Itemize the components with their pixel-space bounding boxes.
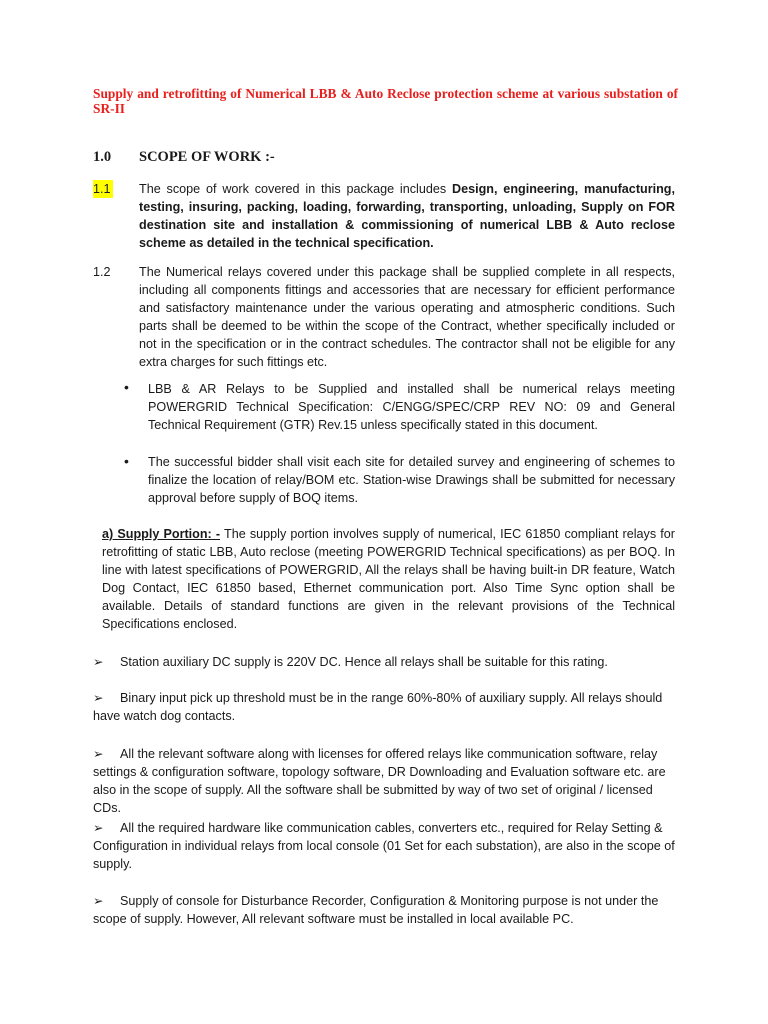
arrow-item-text: All the required hardware like communication cables, converters etc., required for Relay Setting & Configuration in individual relays from local console (01 Set for each substation), are also in the scope of supply. [93,821,675,871]
bullet-icon: • [124,453,129,469]
arrow-list-item [93,892,675,928]
supply-portion-text: The supply portion involves supply of numerical, IEC 61850 compliant relays for retrofitting of static LBB, Auto reclose (meeting POWERGRID Technical specifications) as per BOQ. In line with latest specifications of POWERGRID, All the relays shall be having built-in DR feature, Watch Dog Contact, IEC 61850 based, Ethernet communication port. Also Time Sync option shall be available. Details of standard functions are given in the relevant provisions of the Technical Specifications enclosed. [102,527,675,631]
clause-1-1-bold: Design, engineering, manufacturing, testing, insuring, packing, loading, forwarding, transporting, unloading, Supply on FOR destination site and installation & commissioning of numerical LBB & Auto reclose scheme as detailed in the technical specification. [139,182,675,250]
clause-1-1-intro: The scope of work covered in this package includes [139,182,452,196]
arrow-bullet-icon: ➢ [93,894,104,908]
arrow-bullet-icon: ➢ [93,747,104,761]
arrow-item-text: Binary input pick up threshold must be in the range 60%-80% of auxiliary supply. All relays should have watch dog contacts. [93,691,663,723]
section-heading: SCOPE OF WORK :- [139,149,275,165]
arrow-item-text: Supply of console for Disturbance Recorder, Configuration & Monitoring purpose is not under the scope of supply. However, All relevant software must be installed in local available PC. [93,894,659,926]
bullet-icon: • [124,379,129,395]
document-title: Supply and retrofitting of Numerical LBB & Auto Reclose protection scheme at various substation of SR-II [93,86,678,116]
arrow-item-text: Station auxiliary DC supply is 220V DC. Hence all relays shall be suitable for this rating. [120,655,608,669]
arrow-bullet-icon: ➢ [93,691,104,705]
clause-1-2: The Numerical relays covered under this package shall be supplied complete in all respects, including all components fittings and accessories that are necessary for efficient performance and satisfactory maintenance under the various operating and atmospheric conditions. Such parts shall be deemed to be within the scope of the Contract, whether specifically included or not in the specification or in the contract schedules. The contractor shall not be eligible for any extra charges for such fittings etc. [139,265,675,369]
clause-number-1-2: 1.2 [93,265,111,279]
arrow-list-item [93,653,675,671]
bullet-item: The successful bidder shall visit each site for detailed survey and engineering of schemes to finalize the location of relay/BOM etc. Station-wise Drawings shall be submitted for necessary approval before supply of BOQ items. [148,455,675,505]
supply-portion [102,525,675,633]
arrow-item-text: All the relevant software along with licenses for offered relays like communication software, relay settings & configuration software, topology software, DR Downloading and Evaluation software etc. are also in the scope of supply. All the software shall be submitted by way of two set of original / licensed CDs. [93,747,666,815]
bullet-item: LBB & AR Relays to be Supplied and installed shall be numerical relays meeting POWERGRID Technical Specification: C/ENGG/SPEC/CRP REV NO: 09 and General Technical Requirement (GTR) Rev.15 unless specifically stated in this document. [148,382,675,432]
clause-1-1 [139,180,675,252]
clause-number-1-1: 1.1 [93,182,111,196]
arrow-list-item [93,819,675,873]
arrow-list-item [93,689,675,725]
arrow-list-item [93,745,675,817]
arrow-bullet-icon: ➢ [93,821,104,835]
arrow-bullet-icon: ➢ [93,655,104,669]
section-number: 1.0 [93,149,112,165]
supply-portion-label: a) Supply Portion: - [102,527,221,541]
